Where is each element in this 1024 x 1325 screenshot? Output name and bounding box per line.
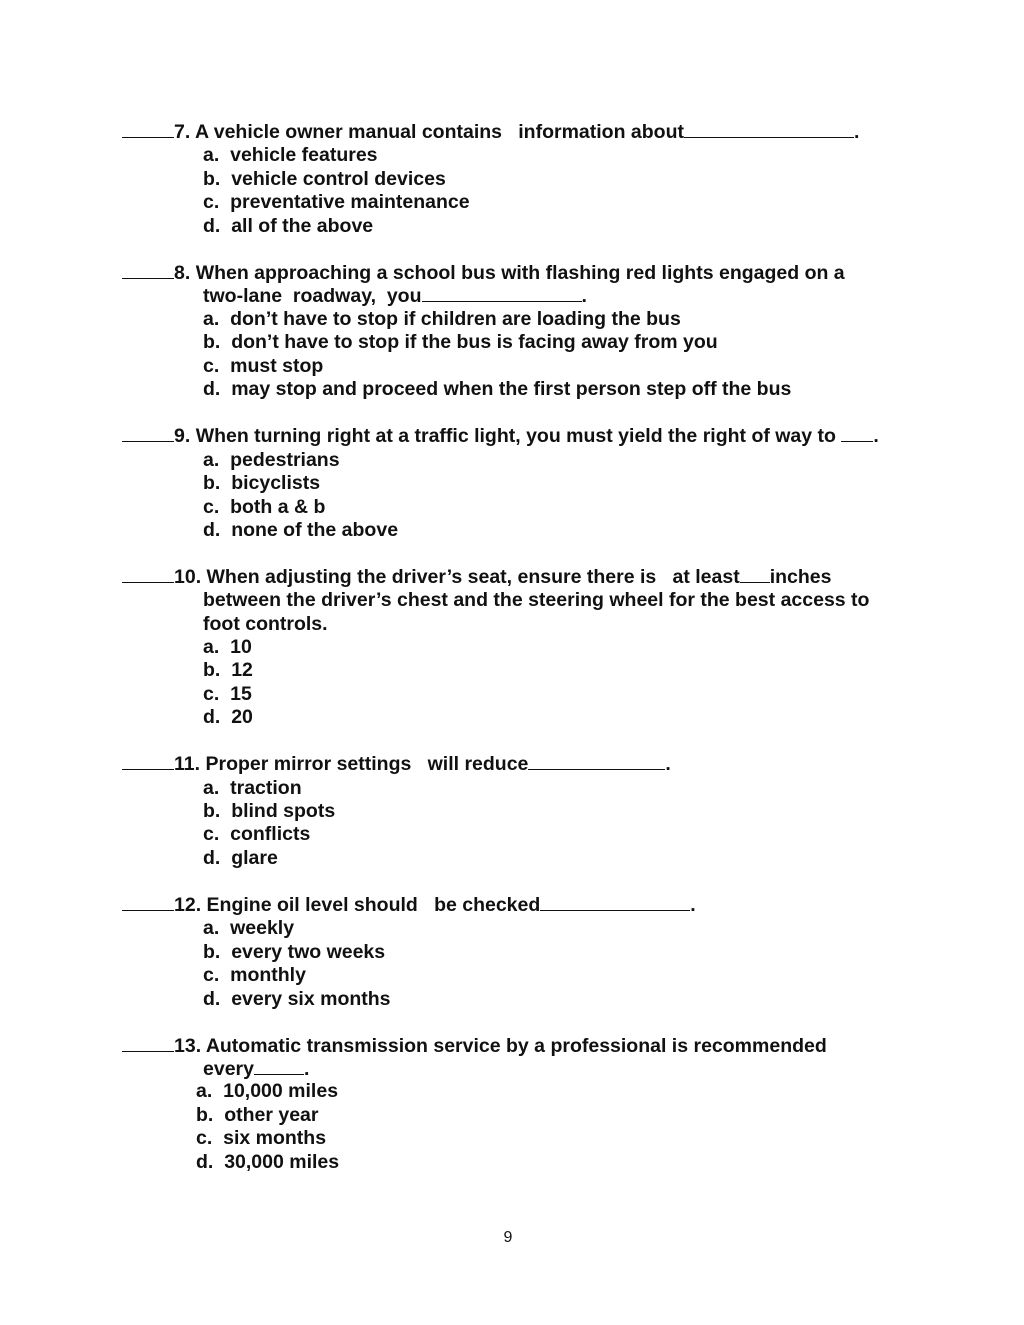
question-11-stem — [122, 753, 671, 775]
option-letter: b. — [203, 941, 221, 963]
option-letter: d. — [203, 215, 221, 237]
option-text: 15 — [230, 683, 252, 705]
question-number: 8. — [174, 262, 191, 284]
question-12-stem — [122, 894, 696, 916]
option — [203, 168, 446, 190]
option-letter: a. — [203, 777, 220, 799]
question-text: A vehicle owner manual contains information about — [194, 121, 684, 143]
option — [203, 917, 294, 939]
option-text: vehicle control devices — [231, 168, 446, 190]
question-text: every — [203, 1058, 254, 1080]
question-10-stem-cont — [203, 589, 869, 611]
option — [203, 941, 385, 963]
question-text-end: . — [690, 894, 696, 916]
question-text: Engine oil level should be checked — [206, 894, 541, 916]
option — [203, 472, 320, 494]
fill-in-blank — [422, 285, 582, 302]
option-text: both a & b — [230, 496, 326, 518]
option-letter: c. — [203, 964, 220, 986]
option-letter: d. — [203, 519, 221, 541]
fill-in-blank — [254, 1058, 304, 1075]
option-letter: d. — [203, 847, 221, 869]
option-letter: b. — [203, 331, 221, 353]
option-text: 10,000 miles — [223, 1080, 339, 1102]
option — [203, 378, 791, 400]
option-text: 12 — [231, 659, 253, 681]
question-text: two-lane roadway, you — [203, 285, 422, 307]
option-letter: a. — [203, 449, 220, 471]
question-number: 13. — [174, 1035, 202, 1057]
fill-in-blank — [740, 566, 770, 583]
question-text: When approaching a school bus with flashing red lights engaged on a — [195, 262, 845, 284]
question-10-stem — [122, 566, 831, 588]
option-letter: b. — [203, 800, 221, 822]
option-letter: a. — [203, 144, 220, 166]
question-8-stem-cont — [203, 285, 587, 307]
question-text: When adjusting the driver’s seat, ensure there is at least — [206, 566, 740, 588]
question-10-stem-cont — [203, 613, 328, 635]
option-letter: a. — [203, 917, 220, 939]
option — [203, 683, 252, 705]
option — [203, 706, 253, 728]
option-text: weekly — [230, 917, 295, 939]
option-letter: a. — [196, 1080, 213, 1102]
option-text: blind spots — [231, 800, 336, 822]
answer-blank[interactable] — [122, 262, 174, 279]
question-text-end: . — [303, 1058, 310, 1080]
question-number: 10. — [174, 566, 202, 588]
question-text-end: . — [581, 285, 587, 307]
option-text: all of the above — [231, 215, 374, 237]
option-text: conflicts — [230, 823, 311, 845]
option-letter: d. — [203, 988, 221, 1010]
option — [203, 847, 278, 869]
answer-blank[interactable] — [122, 425, 174, 442]
option-text: don’t have to stop if the bus is facing away from you — [231, 331, 718, 353]
question-text: foot controls. — [203, 613, 328, 635]
question-13-stem-cont — [203, 1058, 309, 1080]
question-text-end: . — [665, 753, 671, 775]
option-letter: d. — [196, 1151, 214, 1173]
question-text-end: . — [873, 425, 879, 447]
option-text: must stop — [230, 355, 324, 377]
option — [203, 823, 310, 845]
option — [203, 308, 681, 330]
option-text: preventative maintenance — [230, 191, 470, 213]
answer-blank[interactable] — [122, 566, 174, 583]
option-text: every six months — [231, 988, 391, 1010]
fill-in-blank — [841, 425, 873, 442]
option-letter: a. — [203, 308, 220, 330]
option-text: 20 — [231, 706, 253, 728]
option-text: don’t have to stop if children are loading the bus — [230, 308, 681, 330]
question-text: Proper mirror settings will reduce — [205, 753, 529, 775]
option-text: 30,000 miles — [224, 1151, 340, 1173]
option-text: 10 — [230, 636, 252, 658]
option-letter: c. — [203, 823, 220, 845]
question-8-stem — [122, 262, 845, 284]
option-text: bicyclists — [231, 472, 321, 494]
option-text: every two weeks — [231, 941, 386, 963]
fill-in-blank — [528, 753, 665, 770]
question-number: 7. — [174, 121, 191, 143]
question-text-end: . — [853, 121, 860, 143]
option-letter: a. — [203, 636, 220, 658]
option-letter: b. — [196, 1104, 214, 1126]
option — [203, 144, 378, 166]
option-letter: c. — [203, 355, 220, 377]
option-letter: d. — [203, 378, 221, 400]
answer-blank[interactable] — [122, 753, 174, 770]
option — [203, 355, 323, 377]
option-letter: b. — [203, 659, 221, 681]
answer-blank[interactable] — [122, 1035, 174, 1052]
question-text: between the driver’s chest and the steering wheel for the best access to — [203, 589, 870, 611]
option-text: may stop and proceed when the first person step off the bus — [231, 378, 792, 400]
option-text: vehicle features — [230, 144, 378, 166]
option-letter: b. — [203, 168, 221, 190]
option — [196, 1151, 339, 1173]
question-number: 9. — [174, 425, 191, 447]
option-letter: c. — [203, 496, 220, 518]
option — [203, 519, 398, 541]
option — [196, 1127, 326, 1149]
option — [196, 1104, 318, 1126]
option-letter: c. — [196, 1127, 213, 1149]
option-letter: c. — [203, 683, 220, 705]
fill-in-blank — [684, 121, 854, 138]
option-text: six months — [223, 1127, 327, 1149]
option — [203, 659, 253, 681]
answer-blank[interactable] — [122, 894, 174, 911]
question-text: Automatic transmission service by a professional is recommended — [205, 1035, 827, 1057]
option-letter: d. — [203, 706, 221, 728]
question-number: 11. — [174, 753, 201, 775]
question-7-stem — [122, 121, 859, 143]
option-text: glare — [231, 847, 278, 869]
option-text: none of the above — [231, 519, 399, 541]
option-text: monthly — [230, 964, 306, 986]
answer-blank[interactable] — [122, 121, 174, 138]
option — [203, 777, 302, 799]
option-text: traction — [230, 777, 302, 799]
option — [203, 636, 252, 658]
option-text: pedestrians — [230, 449, 340, 471]
option — [203, 191, 470, 213]
fill-in-blank — [540, 894, 690, 911]
option-letter: b. — [203, 472, 221, 494]
option — [203, 215, 373, 237]
option-letter: c. — [203, 191, 220, 213]
question-number: 12. — [174, 894, 202, 916]
question-9-stem — [122, 425, 879, 447]
page-number: 9 — [503, 1229, 513, 1246]
option — [196, 1080, 338, 1102]
option — [203, 800, 335, 822]
question-text: When turning right at a traffic light, you must yield the right of way to — [195, 425, 842, 447]
option — [203, 449, 340, 471]
option — [203, 964, 306, 986]
option — [203, 988, 391, 1010]
question-text: inches — [769, 566, 832, 588]
option-text: other year — [224, 1104, 319, 1126]
question-13-stem — [122, 1035, 827, 1057]
option — [203, 496, 325, 518]
option — [203, 331, 718, 353]
